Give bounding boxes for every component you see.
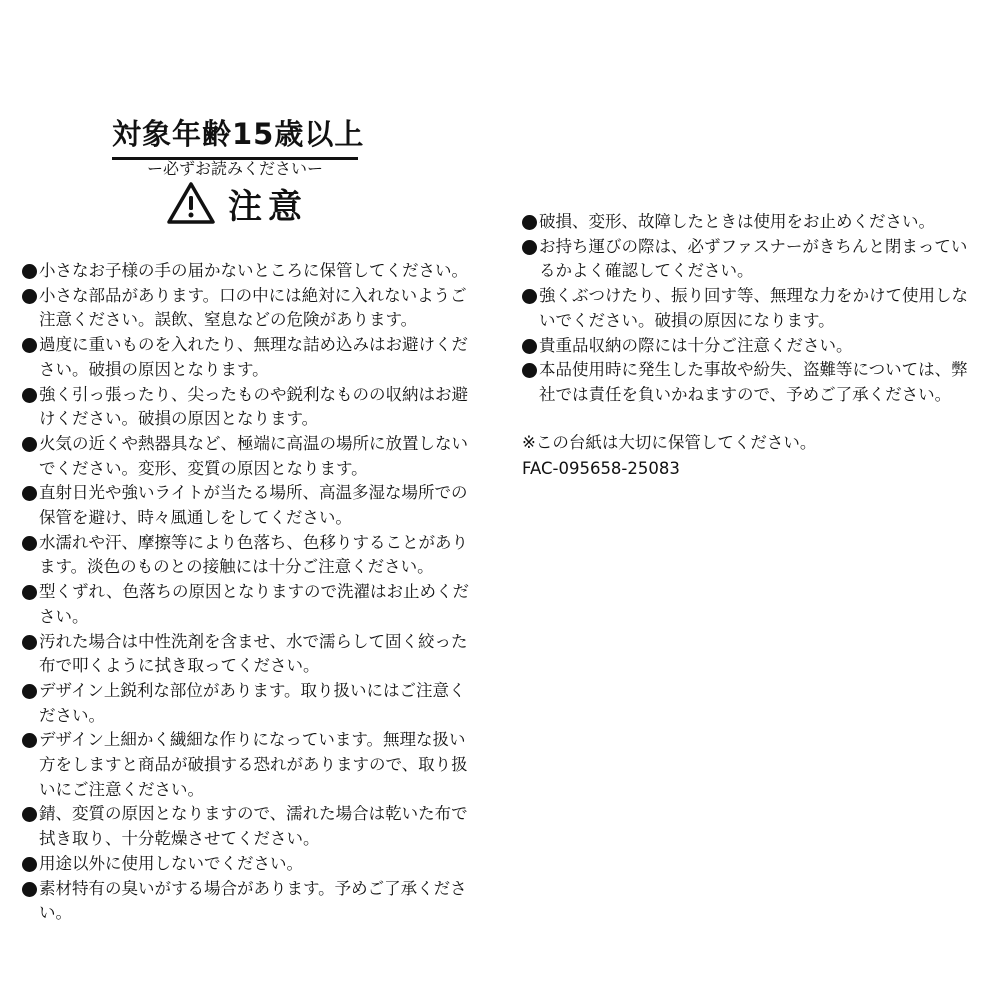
bullet-icon <box>22 486 37 501</box>
list-item: デザイン上鋭利な部位があります。取り扱いにはご注意ください。 <box>22 679 470 728</box>
bullet-icon <box>22 733 37 748</box>
storage-note: ※この台紙は大切に保管してください。 <box>522 433 817 452</box>
list-item: 汚れた場合は中性洗剤を含ませ、水で濡らして固く絞った布で叩くように拭き取ってください。 <box>22 630 470 679</box>
list-item: 直射日光や強いライトが当たる場所、高温多湿な場所での保管を避け、時々風通しをしてください。 <box>22 481 470 530</box>
list-item: 強く引っ張ったり、尖ったものや鋭利なものの収納はお避けください。破損の原因となります。 <box>22 383 470 432</box>
bullet-icon <box>522 289 537 304</box>
bullet-icon <box>22 388 37 403</box>
list-item: 水濡れや汗、摩擦等により色落ち、色移りすることがあります。淡色のものとの接触には十分ご注意ください。 <box>22 531 470 580</box>
bullet-icon <box>522 215 537 230</box>
list-item: 錆、変質の原因となりますので、濡れた場合は乾いた布で拭き取り、十分乾燥させてください。 <box>22 802 470 851</box>
list-item: 用途以外に使用しないでください。 <box>22 852 470 877</box>
product-code: FAC-095658-25083 <box>522 459 680 478</box>
bullet-icon <box>22 289 37 304</box>
bullet-icon <box>22 264 37 279</box>
list-item: 小さな部品があります。口の中には絶対に入れないようご注意ください。誤飲、窒息などの危険があります。 <box>22 284 470 333</box>
list-item: 強くぶつけたり、振り回す等、無理な力をかけて使用しないでください。破損の原因になります。 <box>522 284 977 333</box>
caution-label: 注意 <box>228 186 308 227</box>
list-item: 貴重品収納の際には十分ご注意ください。 <box>522 334 977 359</box>
bullet-icon <box>22 437 37 452</box>
age-restriction-title: 対象年齢15歳以上 <box>112 112 358 160</box>
bullet-icon <box>22 338 37 353</box>
bullet-icon <box>522 240 537 255</box>
list-item: 型くずれ、色落ちの原因となりますので洗濯はお止めください。 <box>22 580 470 629</box>
bullet-icon <box>22 585 37 600</box>
bullet-icon <box>522 363 537 378</box>
list-item: 素材特有の臭いがする場合があります。予めご了承ください。 <box>22 877 470 926</box>
list-item: 過度に重いものを入れたり、無理な詰め込みはお避けください。破損の原因となります。 <box>22 333 470 382</box>
bullet-icon <box>22 536 37 551</box>
caution-heading <box>166 180 308 226</box>
list-item: 小さなお子様の手の届かないところに保管してください。 <box>22 259 470 284</box>
list-item: お持ち運びの際は、必ずファスナーがきちんと閉まっているかよく確認してください。 <box>522 235 977 284</box>
bullet-icon <box>22 684 37 699</box>
list-item: 破損、変形、故障したときは使用をお止めください。 <box>522 210 977 235</box>
list-item: 火気の近くや熱器具など、極端に高温の場所に放置しないでください。変形、変質の原因となります。 <box>22 432 470 481</box>
bullet-icon <box>22 882 37 897</box>
read-notice-subtitle: ー必ずお読みくださいー <box>146 159 323 178</box>
bullet-icon <box>22 857 37 872</box>
bullet-icon <box>522 339 537 354</box>
warning-triangle-icon <box>166 181 216 225</box>
caution-list-right <box>522 210 977 408</box>
list-item: 本品使用時に発生した事故や紛失、盗難等については、弊社では責任を負いかねますので、予めご了承ください。 <box>522 358 977 407</box>
caution-list-left <box>22 259 470 926</box>
bullet-icon <box>22 807 37 822</box>
list-item: デザイン上細かく繊細な作りになっています。無理な扱い方をしますと商品が破損する恐れがありますので、取り扱いにご注意ください。 <box>22 728 470 802</box>
bullet-icon <box>22 635 37 650</box>
